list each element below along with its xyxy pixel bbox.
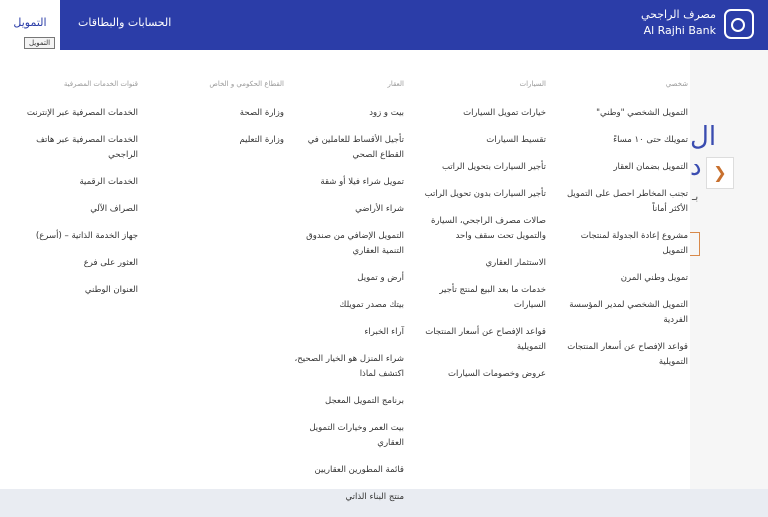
- menu-column-real-estate: [282, 80, 404, 517]
- hero-heading-partial: ال: [690, 122, 717, 152]
- menu-item[interactable]: العثور على فرع: [83, 258, 138, 268]
- menu-item[interactable]: مشروع إعادة الجدولة لمنتجات التمويل: [580, 231, 688, 256]
- menu-item[interactable]: التمويل الإضافي من صندوق التنمية العقاري: [306, 231, 404, 256]
- menu-item[interactable]: تقسيط السيارات: [486, 135, 546, 145]
- menu-item[interactable]: تأجير السيارات بدون تحويل الراتب: [424, 189, 546, 199]
- menu-item[interactable]: تمويل وطني المرن: [620, 273, 688, 283]
- menu-item[interactable]: وزارة الصحة: [239, 108, 284, 118]
- column-title: شخصي: [665, 80, 688, 88]
- menu-item[interactable]: آراء الخبراء: [364, 327, 404, 337]
- hero-heading-partial-2: د: [690, 152, 702, 182]
- bank-logo-icon: [724, 9, 754, 39]
- menu-item[interactable]: قواعد الإفصاح عن أسعار المنتجات التمويلية: [425, 327, 546, 352]
- menu-column-banking-channels: [16, 80, 138, 310]
- menu-column-personal: [566, 80, 688, 382]
- menu-item[interactable]: صالات مصرف الراجحي، السيارة والتمويل تحت سقف واحد: [430, 216, 546, 241]
- menu-item[interactable]: خيارات تمويل السيارات: [463, 108, 546, 118]
- column-title: قنوات الخدمات المصرفية: [63, 80, 138, 88]
- menu-item[interactable]: جهاز الخدمة الذاتية – (أسرع): [35, 231, 138, 241]
- menu-item[interactable]: بيت و زود: [369, 108, 404, 118]
- menu-item[interactable]: تأجيل الأقساط للعاملين في القطاع الصحي: [307, 135, 404, 160]
- menu-item[interactable]: الخدمات المصرفية عبر هاتف الراجحي: [36, 135, 138, 160]
- brand-name-arabic: مصرف الراجحي: [640, 8, 716, 21]
- column-title: السيارات: [519, 80, 546, 88]
- menu-item[interactable]: الصراف الآلي: [90, 204, 138, 214]
- menu-item[interactable]: تمويلك حتى ١٠ مساءً: [613, 135, 688, 145]
- menu-item[interactable]: العنوان الوطني: [84, 285, 138, 295]
- chevron-right-icon: ❯: [713, 163, 727, 182]
- menu-item[interactable]: تأجير السيارات بتحويل الراتب: [441, 162, 546, 172]
- brand-name-english: Al Rajhi Bank: [643, 24, 716, 37]
- menu-item[interactable]: الخدمات المصرفية عبر الإنترنت: [26, 108, 138, 118]
- hero-text-partial: بـ: [692, 190, 699, 203]
- menu-column-cars: [424, 80, 546, 394]
- menu-item[interactable]: وزارة التعليم: [239, 135, 284, 145]
- menu-item[interactable]: الاستثمار العقاري: [485, 258, 546, 268]
- menu-item[interactable]: برنامج التمويل المعجل: [325, 396, 404, 406]
- menu-item[interactable]: تمويل شراء فيلا أو شقة: [320, 177, 404, 187]
- menu-item[interactable]: عروض وخصومات السيارات: [448, 369, 546, 379]
- page-background-panel: [690, 50, 768, 489]
- column-title: القطاع الحكومي و الخاص: [209, 80, 284, 88]
- menu-item[interactable]: منتج البناء الذاتي: [345, 492, 404, 502]
- column-title: العقار: [387, 80, 404, 88]
- menu-item[interactable]: الخدمات الرقمية: [79, 177, 138, 187]
- top-navigation-bar: [0, 0, 768, 50]
- menu-item[interactable]: التمويل بضمان العقار: [613, 162, 688, 172]
- carousel-next-button[interactable]: [706, 157, 734, 189]
- nav-item-accounts-cards[interactable]: الحسابات والبطاقات: [78, 16, 172, 29]
- menu-item[interactable]: التمويل الشخصي "وطني": [596, 108, 688, 118]
- menu-item[interactable]: قواعد الإفصاح عن أسعار المنتجات التمويلية: [567, 342, 688, 367]
- financing-mega-menu: [0, 50, 690, 502]
- menu-item[interactable]: تجنب المخاطر احصل على التمويل الأكثر أماناً: [567, 189, 688, 214]
- menu-column-government-private: [162, 80, 284, 160]
- menu-item[interactable]: بيتك مصدر تمويلك: [339, 300, 404, 310]
- nav-tooltip: التمويل: [24, 37, 55, 49]
- menu-item[interactable]: شراء المنزل هو الخيار الصحيح، اكتشف لماذا: [294, 354, 404, 379]
- menu-item[interactable]: أرض و تمويل: [357, 273, 404, 283]
- hero-button-partial[interactable]: [690, 232, 700, 256]
- menu-item[interactable]: بيت العمر وخيارات التمويل العقاري: [309, 423, 404, 448]
- menu-item[interactable]: التمويل الشخصي لمدير المؤسسة الفردية: [569, 300, 688, 325]
- menu-item[interactable]: قائمة المطورين العقاريين: [314, 465, 404, 475]
- menu-item[interactable]: شراء الأراضي: [355, 204, 404, 214]
- nav-item-financing[interactable]: التمويل: [0, 0, 60, 50]
- menu-item[interactable]: خدمات ما بعد البيع لمنتج تأجير السيارات: [439, 285, 546, 310]
